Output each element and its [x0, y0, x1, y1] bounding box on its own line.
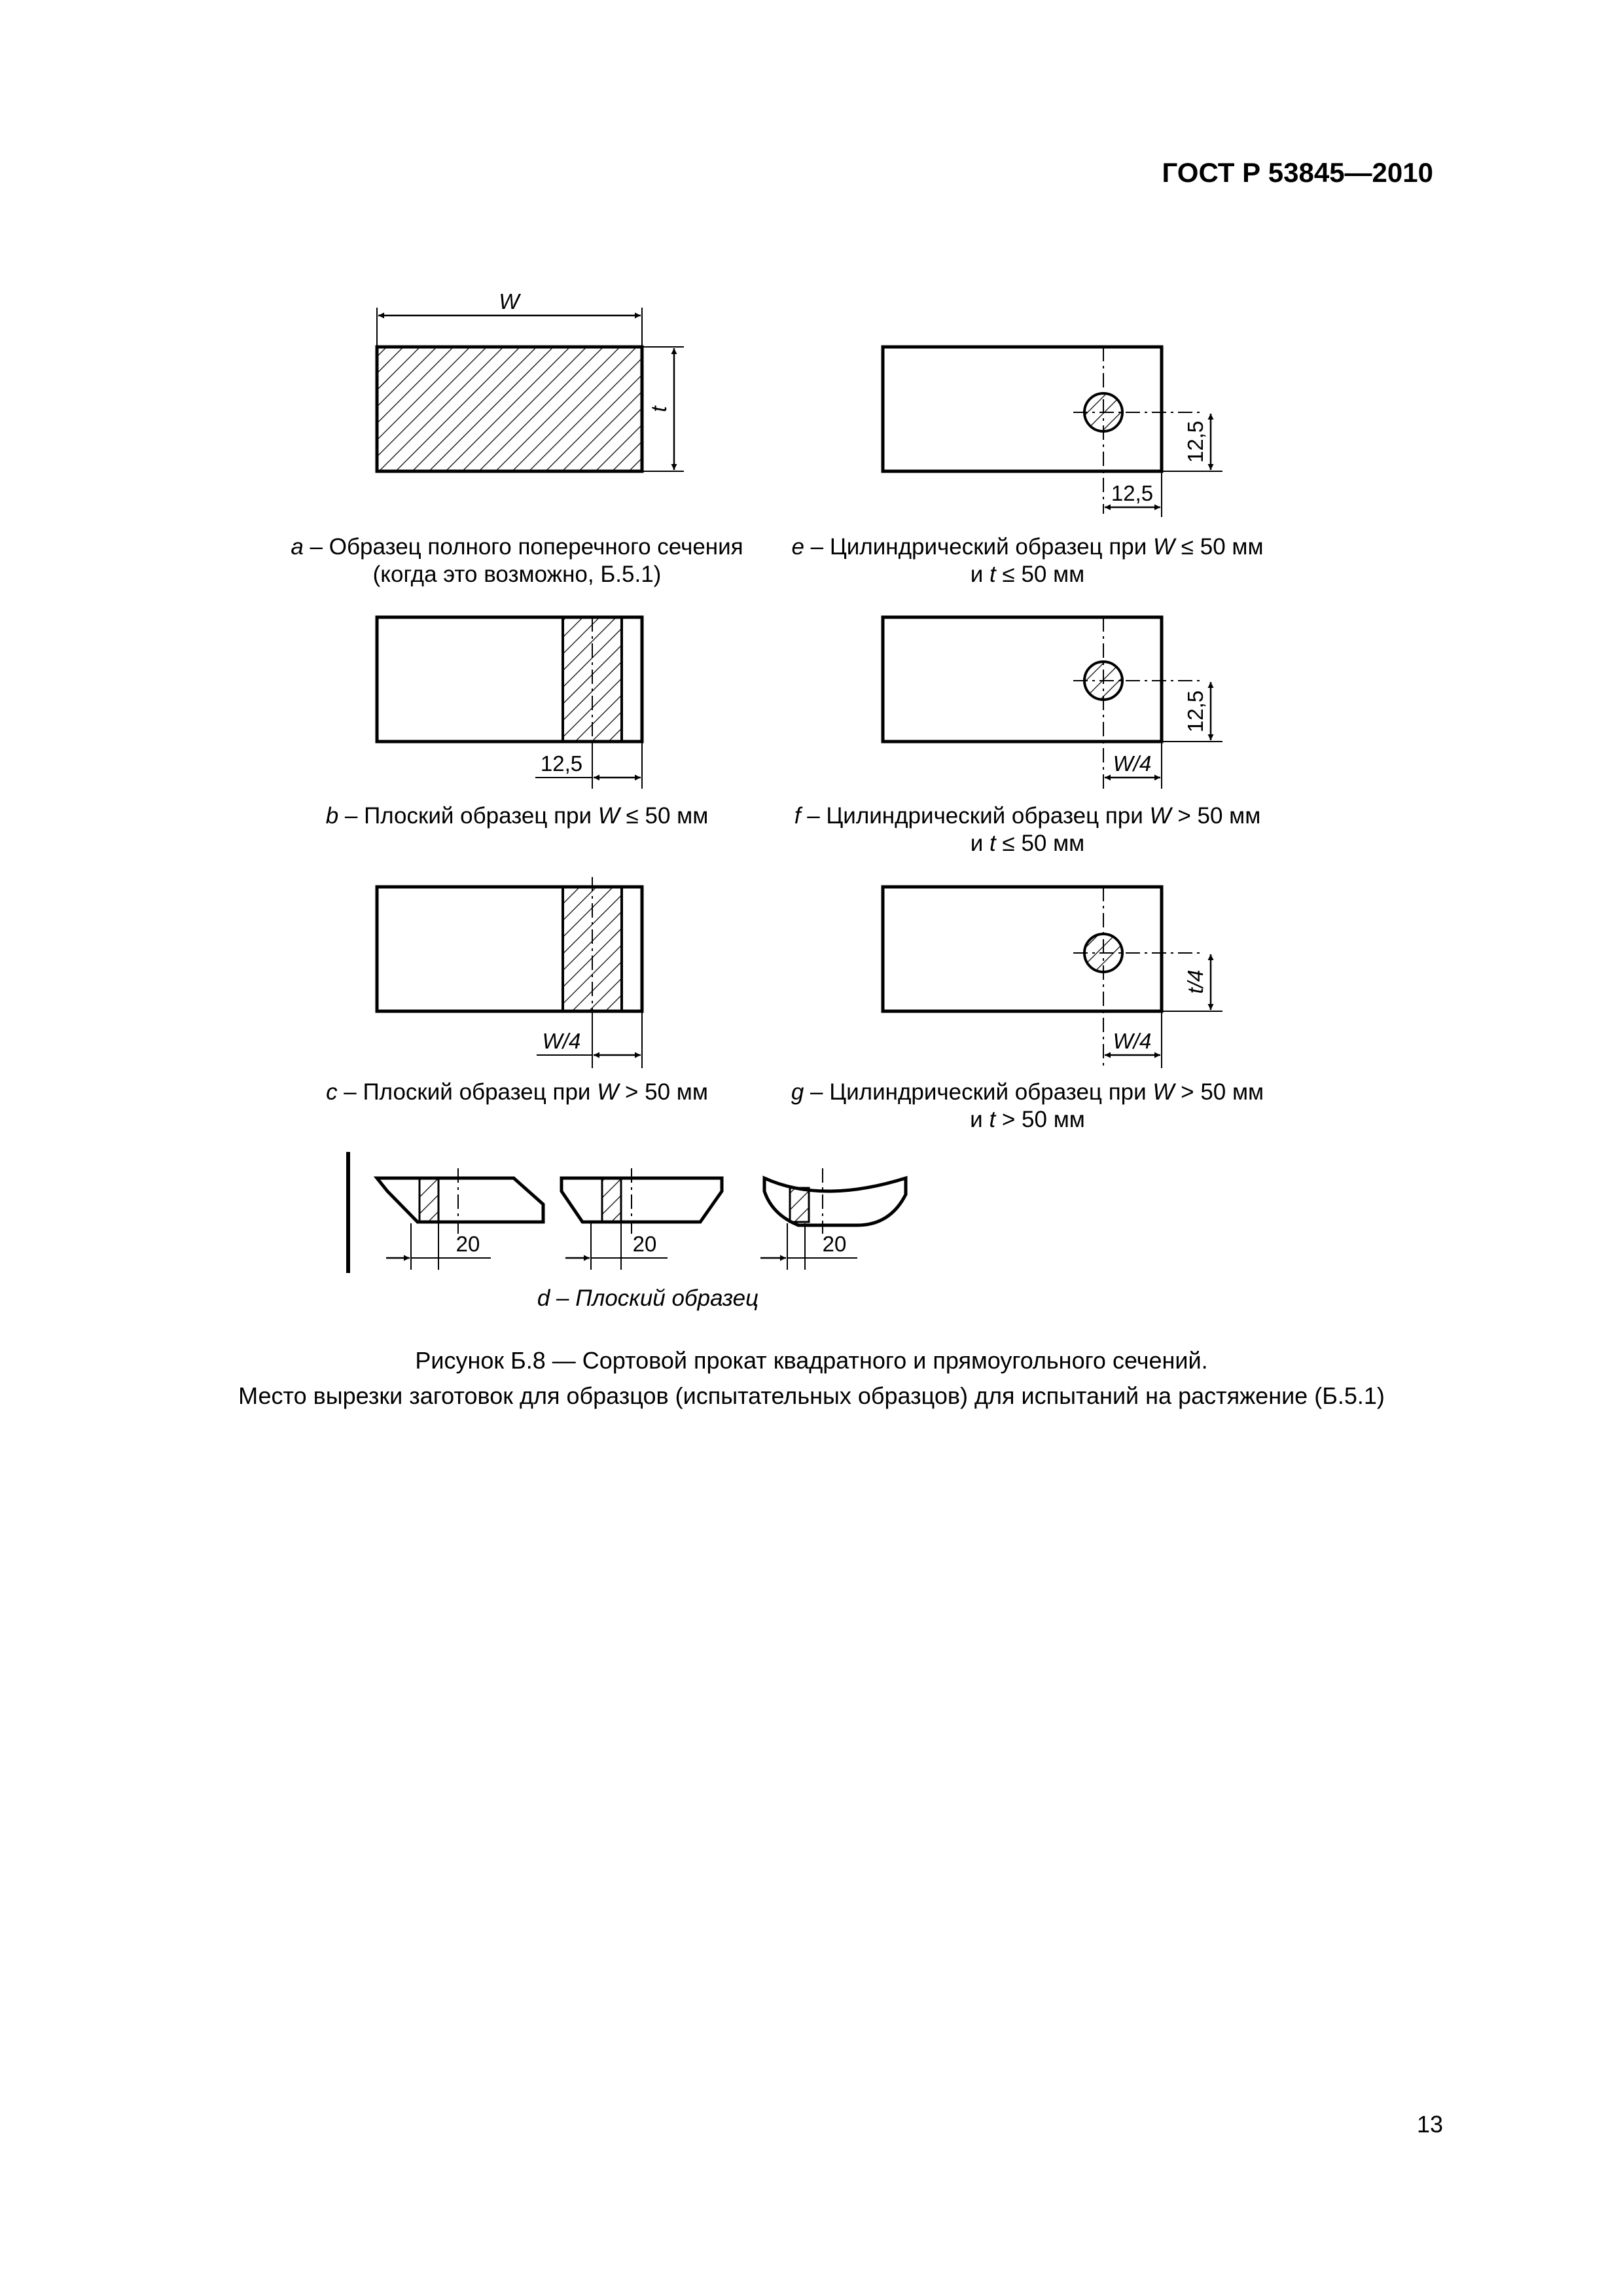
- panel-d-flat-profiles: [348, 1152, 906, 1311]
- cylindrical-specimen-circle: [1084, 662, 1122, 700]
- caption-f-line1: f – Цилиндрический образец при W > 50 мм: [794, 803, 1261, 829]
- profile-1-outline: [377, 1178, 543, 1222]
- profile-2-specimen: [602, 1178, 621, 1222]
- profile-1-specimen: [419, 1178, 438, 1222]
- dim-label-w: W: [499, 289, 520, 314]
- panel-c-flat: [326, 877, 708, 1105]
- caption-e-line1: e – Цилиндрический образец при W ≤ 50 мм: [791, 534, 1264, 560]
- caption-f-line2: и t ≤ 50 мм: [970, 831, 1085, 856]
- dim-label: 20: [632, 1232, 657, 1256]
- document-code: ГОСТ Р 53845—2010: [1162, 157, 1433, 188]
- dim-label-vertical: 12,5: [1183, 420, 1207, 463]
- dim-label-vertical: t/4: [1183, 969, 1207, 994]
- panel-b-flat: [326, 617, 709, 829]
- cylindrical-specimen-circle: [1084, 393, 1122, 431]
- page-number: 13: [1416, 2111, 1443, 2138]
- dim-label-horizontal: 12,5: [1111, 481, 1154, 505]
- dim-label: 20: [455, 1232, 480, 1256]
- cylindrical-specimen-circle: [1084, 934, 1122, 972]
- dim-label-horizontal: W/4: [1113, 751, 1152, 776]
- figure-caption-line1: Рисунок Б.8 — Сортовой прокат квадратного и прямоугольного сечений.: [415, 1347, 1208, 1374]
- dim-label-horizontal: W/4: [1113, 1029, 1152, 1053]
- figure-caption-line2: Место вырезки заготовок для образцов (испытательных образцов) для испытаний на растяжение (Б.5.1): [238, 1382, 1385, 1409]
- dim-label-horizontal: 12,5: [540, 751, 583, 776]
- caption-g-line2: и t > 50 мм: [970, 1107, 1085, 1132]
- caption-b: b – Плоский образец при W ≤ 50 мм: [325, 803, 709, 829]
- caption-a-line2: (когда это возможно, Б.5.1): [372, 562, 662, 587]
- specimen-a-hatched: [377, 347, 642, 471]
- caption-e-line2: и t ≤ 50 мм: [970, 562, 1085, 587]
- panel-e-cylindrical: [791, 347, 1263, 587]
- profile-3-outline: [764, 1178, 906, 1225]
- caption-a-line1: a – Образец полного поперечного сечения: [291, 534, 743, 560]
- dim-label-vertical: 12,5: [1183, 690, 1207, 733]
- dim-label: 20: [822, 1232, 847, 1256]
- panel-f-cylindrical: [794, 617, 1261, 856]
- profile-2-outline: [562, 1178, 722, 1222]
- profile-3-specimen: [790, 1188, 809, 1222]
- dim-label-horizontal: W/4: [542, 1029, 581, 1053]
- dim-label-t: t: [647, 406, 671, 412]
- caption-d: d – Плоский образец: [537, 1285, 759, 1311]
- panel-g-cylindrical: [791, 887, 1264, 1132]
- panel-a-full-section: [291, 289, 743, 587]
- caption-c: c – Плоский образец при W > 50 мм: [326, 1079, 708, 1105]
- caption-g-line1: g – Цилиндрический образец при W > 50 мм: [791, 1079, 1264, 1105]
